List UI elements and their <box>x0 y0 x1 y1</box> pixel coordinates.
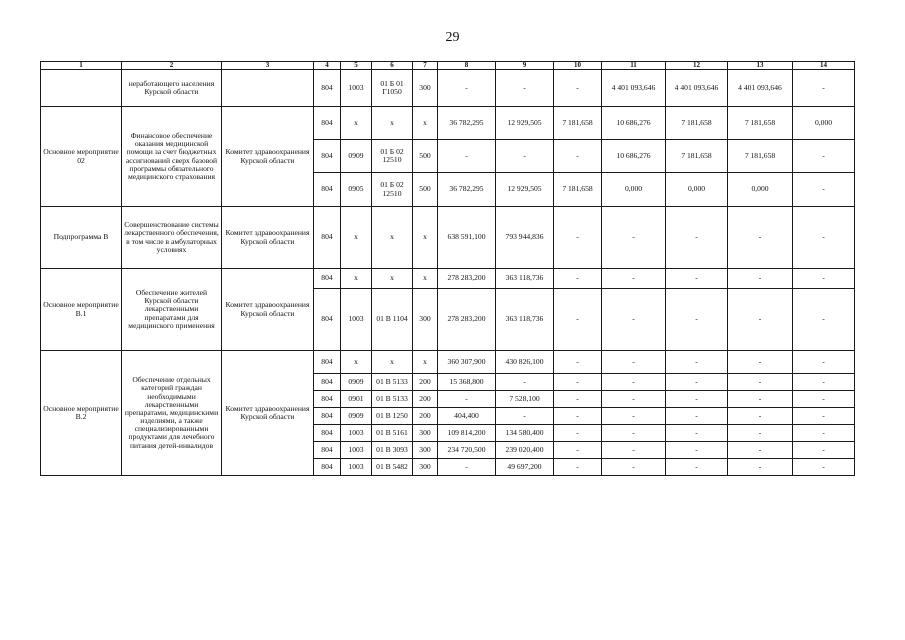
status-label: Основное мероприятие В.2 <box>43 403 119 421</box>
value-cell: - <box>554 269 602 289</box>
value-cell: - <box>554 391 602 408</box>
value-cell: 500 <box>413 140 438 173</box>
value-cell: 7 528,100 <box>496 391 554 408</box>
header-cell: 11 <box>602 62 666 70</box>
value-cell: 278 283,200 <box>438 289 496 351</box>
value-cell: - <box>602 442 666 459</box>
value-cell: 804 <box>314 269 341 289</box>
header-row <box>41 62 855 70</box>
status-label-cell <box>41 207 122 269</box>
value-cell: 1003 <box>341 289 372 351</box>
value-cell: 10 686,276 <box>602 140 666 173</box>
program-name: Обеспечение отдельных категорий граждан необходимыми лекарственными препаратами, медицинскими изделиями, а также специализированными продуктами для лечебного питания детей-инвалидов <box>124 375 219 450</box>
status-label-cell <box>41 269 122 351</box>
value-cell: 234 720,500 <box>438 442 496 459</box>
value-cell: - <box>728 207 793 269</box>
value-cell: 300 <box>413 289 438 351</box>
value-cell: - <box>793 408 855 425</box>
value-cell: 0909 <box>341 408 372 425</box>
status-label-cell <box>41 70 122 107</box>
value-cell: - <box>602 289 666 351</box>
value-cell: 804 <box>314 425 341 442</box>
value-cell: 804 <box>314 374 341 391</box>
value-cell: х <box>413 207 438 269</box>
value-cell: х <box>341 269 372 289</box>
value-cell: - <box>793 269 855 289</box>
value-cell: 0,000 <box>666 173 728 207</box>
program-name-cell <box>122 70 222 107</box>
value-cell: - <box>602 391 666 408</box>
value-cell: 36 782,295 <box>438 107 496 140</box>
header-cell: 7 <box>413 62 438 70</box>
executor-cell <box>222 207 314 269</box>
executor-cell <box>222 70 314 107</box>
executor: Комитет здравоохранения Курской области <box>225 147 310 165</box>
value-cell: - <box>728 351 793 374</box>
value-cell: - <box>554 442 602 459</box>
value-cell: - <box>728 289 793 351</box>
value-cell: - <box>554 207 602 269</box>
program-name: неработающего населения Курской области <box>128 78 215 96</box>
value-cell: х <box>341 351 372 374</box>
value-cell: 200 <box>413 408 438 425</box>
program-name: Финансовое обеспечение оказания медицинской помощи за счет бюджетных ассигнований сверх базовой программы обязательного медицинского страхования <box>125 130 218 181</box>
value-cell: 10 686,276 <box>602 107 666 140</box>
value-cell: - <box>666 207 728 269</box>
status-label-cell <box>41 351 122 476</box>
value-cell: - <box>496 374 554 391</box>
value-cell: 1003 <box>341 459 372 476</box>
value-cell: - <box>793 70 855 107</box>
header-cell: 4 <box>314 62 341 70</box>
value-cell: 300 <box>413 425 438 442</box>
value-cell: - <box>554 374 602 391</box>
value-cell: 7 181,658 <box>554 173 602 207</box>
value-cell: - <box>666 391 728 408</box>
header-cell: 13 <box>728 62 793 70</box>
value-cell: 804 <box>314 391 341 408</box>
value-cell: - <box>793 289 855 351</box>
status-label: Основное мероприятие 02 <box>43 147 119 165</box>
header-cell: 6 <box>372 62 413 70</box>
value-cell: 239 020,400 <box>496 442 554 459</box>
value-cell: - <box>554 70 602 107</box>
value-cell: - <box>666 425 728 442</box>
value-cell: 804 <box>314 70 341 107</box>
value-cell: 01 В 1104 <box>372 289 413 351</box>
status-label: Подпрограмма В <box>53 232 109 242</box>
header-cell: 14 <box>793 62 855 70</box>
executor: Комитет здравоохранения Курской области <box>225 403 310 421</box>
value-cell: х <box>341 207 372 269</box>
value-cell: 793 944,836 <box>496 207 554 269</box>
program-name-cell <box>122 351 222 476</box>
table-row <box>41 107 855 140</box>
value-cell: 0901 <box>341 391 372 408</box>
value-cell: - <box>666 442 728 459</box>
value-cell: - <box>728 269 793 289</box>
value-cell: 430 826,100 <box>496 351 554 374</box>
value-cell: 200 <box>413 374 438 391</box>
program-name: Обеспечение жителей Курской области лекарственными препаратами для медицинского применения <box>128 288 215 330</box>
header-cell: 10 <box>554 62 602 70</box>
value-cell: 500 <box>413 173 438 207</box>
value-cell: 01 Б 01 Г1050 <box>372 70 413 107</box>
value-cell: - <box>793 207 855 269</box>
value-cell: 01 Б 02 12510 <box>372 173 413 207</box>
program-name-cell <box>122 207 222 269</box>
value-cell: 01 В 1250 <box>372 408 413 425</box>
executor-cell <box>222 269 314 351</box>
table-row <box>41 269 855 289</box>
value-cell: - <box>496 140 554 173</box>
header-cell: 5 <box>341 62 372 70</box>
header-cell: 3 <box>222 62 314 70</box>
value-cell: - <box>554 425 602 442</box>
value-cell: 109 814,200 <box>438 425 496 442</box>
value-cell: 01 Б 02 12510 <box>372 140 413 173</box>
value-cell: 7 181,658 <box>554 107 602 140</box>
value-cell: - <box>793 374 855 391</box>
value-cell: - <box>666 289 728 351</box>
value-cell: - <box>728 459 793 476</box>
value-cell: - <box>666 374 728 391</box>
value-cell: - <box>554 289 602 351</box>
value-cell: - <box>793 425 855 442</box>
value-cell: х <box>341 107 372 140</box>
status-label-cell <box>41 107 122 207</box>
value-cell: х <box>413 269 438 289</box>
value-cell: - <box>666 408 728 425</box>
value-cell: 12 929,505 <box>496 173 554 207</box>
value-cell: - <box>438 391 496 408</box>
value-cell: 804 <box>314 289 341 351</box>
header-cell: 1 <box>41 62 122 70</box>
value-cell: 0909 <box>341 374 372 391</box>
value-cell: 1003 <box>341 442 372 459</box>
header-cell: 8 <box>438 62 496 70</box>
value-cell: х <box>413 107 438 140</box>
value-cell: - <box>728 391 793 408</box>
value-cell: - <box>666 459 728 476</box>
value-cell: - <box>793 140 855 173</box>
value-cell: - <box>602 459 666 476</box>
value-cell: 0,000 <box>793 107 855 140</box>
value-cell: 134 580,400 <box>496 425 554 442</box>
value-cell: 7 181,658 <box>728 107 793 140</box>
value-cell: 1003 <box>341 425 372 442</box>
value-cell: х <box>413 351 438 374</box>
value-cell: 300 <box>413 70 438 107</box>
value-cell: 804 <box>314 351 341 374</box>
value-cell: - <box>496 70 554 107</box>
value-cell: 200 <box>413 391 438 408</box>
value-cell: 12 929,505 <box>496 107 554 140</box>
value-cell: 36 782,295 <box>438 173 496 207</box>
value-cell: 01 В 5482 <box>372 459 413 476</box>
value-cell: 4 401 093,646 <box>728 70 793 107</box>
executor-cell <box>222 107 314 207</box>
value-cell: - <box>793 173 855 207</box>
value-cell: - <box>602 351 666 374</box>
value-cell: - <box>496 408 554 425</box>
value-cell: х <box>372 207 413 269</box>
value-cell: 01 В 5133 <box>372 391 413 408</box>
value-cell: - <box>666 351 728 374</box>
value-cell: 01 В 5161 <box>372 425 413 442</box>
value-cell: - <box>602 408 666 425</box>
value-cell: - <box>793 351 855 374</box>
value-cell: х <box>372 351 413 374</box>
value-cell: 363 118,736 <box>496 289 554 351</box>
value-cell: - <box>554 351 602 374</box>
value-cell: 7 181,658 <box>666 140 728 173</box>
value-cell: - <box>666 269 728 289</box>
value-cell: 15 368,800 <box>438 374 496 391</box>
value-cell: 01 В 3093 <box>372 442 413 459</box>
value-cell: 360 307,900 <box>438 351 496 374</box>
value-cell: 300 <box>413 459 438 476</box>
program-name-cell <box>122 269 222 351</box>
executor: Комитет здравоохранения Курской области <box>225 300 310 318</box>
page-number: 29 <box>445 30 460 45</box>
value-cell: х <box>372 107 413 140</box>
value-cell: - <box>602 207 666 269</box>
executor-cell <box>222 351 314 476</box>
program-name: Совершенствование системы лекарственного обеспечения, в том числе в амбулаторных условиях <box>124 220 219 254</box>
value-cell: - <box>554 140 602 173</box>
value-cell: 49 697,200 <box>496 459 554 476</box>
table-row <box>41 70 855 107</box>
value-cell: - <box>438 140 496 173</box>
value-cell: 638 591,100 <box>438 207 496 269</box>
value-cell: 804 <box>314 408 341 425</box>
value-cell: - <box>602 425 666 442</box>
value-cell: 4 401 093,646 <box>666 70 728 107</box>
value-cell: - <box>793 459 855 476</box>
value-cell: - <box>602 374 666 391</box>
value-cell: 0909 <box>341 140 372 173</box>
value-cell: 0,000 <box>602 173 666 207</box>
table-row <box>41 351 855 374</box>
header-cell: 9 <box>496 62 554 70</box>
value-cell: 404,400 <box>438 408 496 425</box>
value-cell: 7 181,658 <box>666 107 728 140</box>
value-cell: - <box>728 442 793 459</box>
value-cell: 0,000 <box>728 173 793 207</box>
status-label: Основное мероприятие В.1 <box>43 300 119 318</box>
value-cell: 363 118,736 <box>496 269 554 289</box>
value-cell: 804 <box>314 173 341 207</box>
value-cell: 1003 <box>341 70 372 107</box>
value-cell: 278 283,200 <box>438 269 496 289</box>
value-cell: 7 181,658 <box>728 140 793 173</box>
budget-table <box>40 61 855 476</box>
value-cell: 804 <box>314 442 341 459</box>
value-cell: 804 <box>314 107 341 140</box>
executor: Комитет здравоохранения Курской области <box>225 228 310 246</box>
value-cell: - <box>728 425 793 442</box>
value-cell: 0905 <box>341 173 372 207</box>
value-cell: 804 <box>314 140 341 173</box>
program-name-cell <box>122 107 222 207</box>
value-cell: - <box>438 459 496 476</box>
value-cell: - <box>793 391 855 408</box>
value-cell: - <box>728 374 793 391</box>
table-row <box>41 207 855 269</box>
header-cell: 12 <box>666 62 728 70</box>
value-cell: 300 <box>413 442 438 459</box>
header-cell: 2 <box>122 62 222 70</box>
value-cell: х <box>372 269 413 289</box>
value-cell: - <box>554 408 602 425</box>
value-cell: - <box>728 408 793 425</box>
value-cell: - <box>438 70 496 107</box>
value-cell: 4 401 093,646 <box>602 70 666 107</box>
value-cell: 804 <box>314 459 341 476</box>
value-cell: - <box>554 459 602 476</box>
value-cell: - <box>602 269 666 289</box>
value-cell: - <box>793 442 855 459</box>
value-cell: 804 <box>314 207 341 269</box>
value-cell: 01 В 5133 <box>372 374 413 391</box>
